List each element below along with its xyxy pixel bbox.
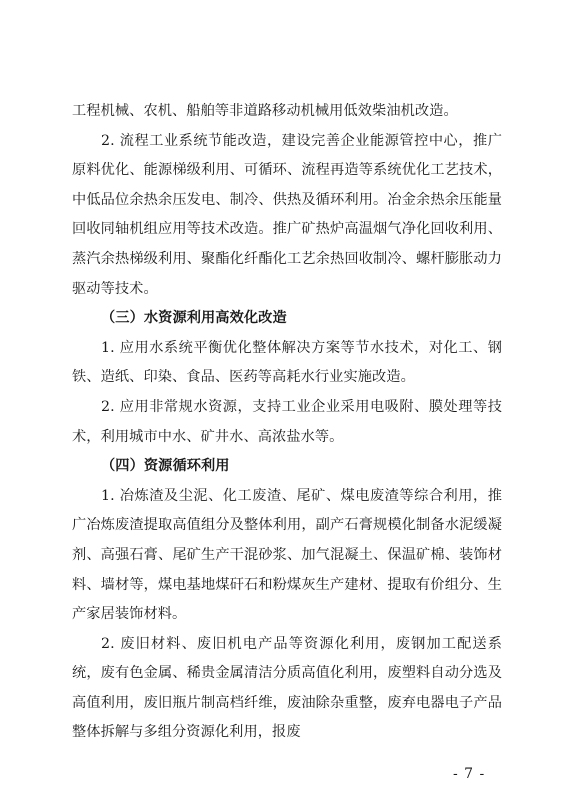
section-heading-recycling: （四）资源循环利用	[101, 458, 230, 475]
paragraph-process-industry: 2. 流程工业系统节能改造，建设完善企业能源管控中心，推广原料优化、能源梯级利用、可循环、流程再造等系统优化工艺技术，中低品位余热余压发电、制冷、供热及循环利用。冶金余热余压能量回收同轴机组应用等技术改造。推广矿热炉高温烟气净化回收利用、蒸汽余热梯级利用、聚酯化纤酯化工艺余热回收制冷、螺杆膨胀动力驱动等技术。	[72, 132, 502, 297]
paragraph-continuation: 工程机械、农机、船舶等非道路移动机械用低效柴油机改造。	[72, 103, 458, 119]
paragraph-waste-materials: 2. 废旧材料、废旧机电产品等资源化利用，废钢加工配送系统，废有色金属、稀贵金属清洁分质高值化利用，废塑料自动分选及高值利用，废旧瓶片制高档纤维，废油除杂重整，废弃电器电子产品整体拆解与多组分资源化利用，报废	[72, 635, 502, 741]
paragraph-water-saving: 1. 应用水系统平衡优化整体解决方案等节水技术，对化工、钢铁、造纸、印染、食品、医药等高耗水行业实施改造。	[72, 339, 502, 386]
paragraph-slag-utilization: 1. 冶炼渣及尘泥、化工废渣、尾矿、煤电废渣等综合利用，推广冶炼废渣提取高值组分及整体利用，副产石膏规模化制备水泥缓凝剂、高强石膏、尾矿生产干混砂浆、加气混凝土、保温矿棉、装饰材料、墙材等，煤电基地煤矸石和粉煤灰生产建材、提取有价组分、生产家居装饰材料。	[72, 487, 502, 623]
paragraph-unconventional-water: 2. 应用非常规水资源，支持工业企业采用电吸附、膜处理等技术，利用城市中水、矿井水、高浓盐水等。	[72, 398, 502, 445]
section-heading-water: （三）水资源利用高效化改造	[101, 310, 287, 327]
document-body	[72, 97, 502, 748]
page-number: - 7 -	[453, 766, 486, 782]
